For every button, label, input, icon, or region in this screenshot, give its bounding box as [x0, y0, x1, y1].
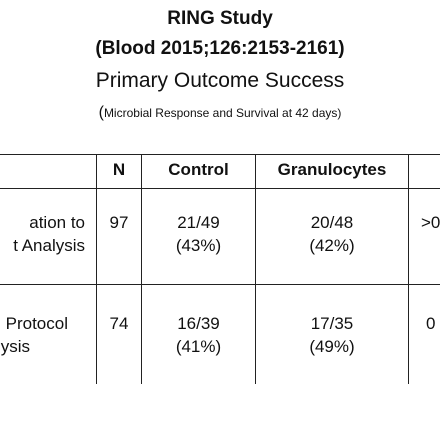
row2-p: 0 — [426, 314, 436, 333]
header-n: N — [112, 160, 126, 179]
col-divider-1 — [96, 154, 97, 384]
row2-gran-pct: (49%) — [309, 337, 355, 356]
row1-label-line2: t Analysis — [13, 236, 85, 255]
header-granulocytes: Granulocytes — [277, 160, 387, 179]
note-text: Microbial Response and Survival at 42 days) — [103, 106, 342, 120]
header-divider — [0, 188, 440, 189]
row-divider — [0, 284, 440, 285]
outcome-table — [0, 154, 440, 384]
row1-p: >0 — [421, 213, 440, 232]
row2-control-pct: (41%) — [175, 337, 222, 356]
note — [0, 104, 440, 122]
title-line-2: (Blood 2015;126:2153-2161) — [95, 38, 345, 59]
row1-control-count: 21/49 — [177, 213, 220, 232]
row2-control-count: 16/39 — [177, 314, 220, 333]
row2-n: 74 — [109, 314, 129, 333]
row2-gran-count: 17/35 — [310, 314, 354, 333]
row1-gran-pct: (42%) — [309, 236, 355, 255]
row1-n: 97 — [109, 213, 129, 232]
note-paren: ( — [98, 104, 104, 121]
subtitle: Primary Outcome Success — [95, 69, 345, 92]
row1-gran-count: 20/48 — [310, 213, 354, 232]
row1-control-pct: (43%) — [175, 236, 222, 255]
table-top-border — [0, 154, 440, 155]
title-line-1: RING Study — [167, 8, 273, 29]
row1-label-line1: ation to — [29, 213, 85, 232]
header-control: Control — [168, 160, 229, 179]
row2-label-line1: Protocol — [5, 314, 68, 333]
row2-label-line2: ysis — [0, 337, 30, 356]
